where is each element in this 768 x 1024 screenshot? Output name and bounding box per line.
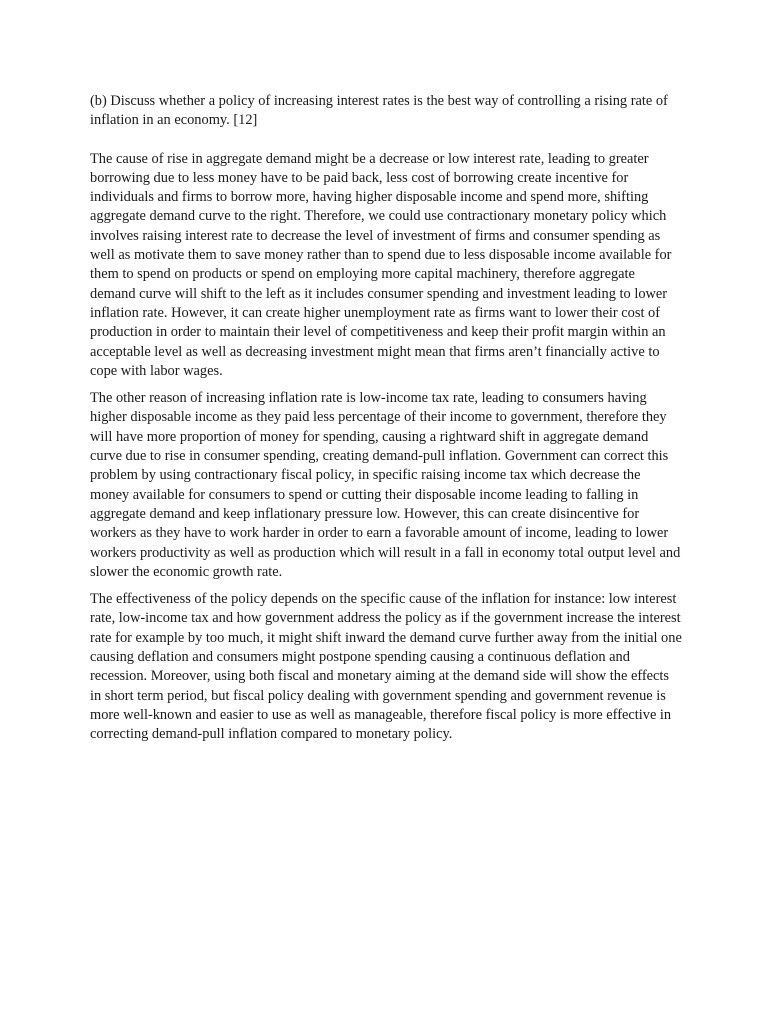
paragraph-income-tax: The other reason of increasing inflation rate is low-income tax rate, leading to consumers having higher disposable income as they paid less percentage of their income to government, therefore they will have more proportion of money for spending, causing a rightward shift in aggregate demand curve due to rise in consumer spending, creating demand-pull inflation. Government can correct this problem by using contractionary fiscal policy, in specific raising income tax which decrease the money available for consumers to spend or cutting their disposable income leading to falling in aggregate demand and keep inflationary pressure low. However, this can create disincentive for workers as they have to work harder in order to earn a favorable amount of income, leading to lower workers productivity as well as production which will result in a fall in economy total output level and slower the economic growth rate. — [90, 390, 681, 580]
paragraph-effectiveness: The effectiveness of the policy depends on the specific cause of the inflation for instance: low interest rate, low-income tax and how government address the policy as if the government increase the interest rate for example by too much, it might shift inward the demand curve further away from the initial one causing deflation and consumers might postpone spending causing a continuous deflation and recession. Moreover, using both fiscal and monetary aiming at the demand side will show the effects in short term period, but fiscal policy dealing with government spending and government revenue is more well-known and easier to use as well as manageable, therefore fiscal policy is more effective in correcting demand-pull inflation compared to monetary policy. — [90, 591, 682, 743]
document-page — [90, 92, 682, 753]
question-text: (b) Discuss whether a policy of increasing interest rates is the best way of controlling a rising rate of inflation in an economy. [12] — [90, 93, 668, 129]
paragraph-interest-rates: The cause of rise in aggregate demand might be a decrease or low interest rate, leading to greater borrowing due to less money have to be paid back, less cost of borrowing create incentive for individuals and firms to borrow more, having higher disposable income and spend more, shifting aggregate demand curve to the right. Therefore, we could use contractionary monetary policy which involves raising interest rate to decrease the level of investment of firms and consumer spending as well as motivate them to save money rather than to spend due to less disposable income available for them to spend on products or spend on employing more capital machinery, therefore aggregate demand curve will shift to the left as it includes consumer spending and investment leading to lower inflation rate. However, it can create higher unemployment rate as firms want to lower their cost of production in order to maintain their level of competitiveness and keep their profit margin within an acceptable level as well as decreasing investment might mean that firms aren’t financially active to cope with labor wages. — [90, 150, 672, 379]
